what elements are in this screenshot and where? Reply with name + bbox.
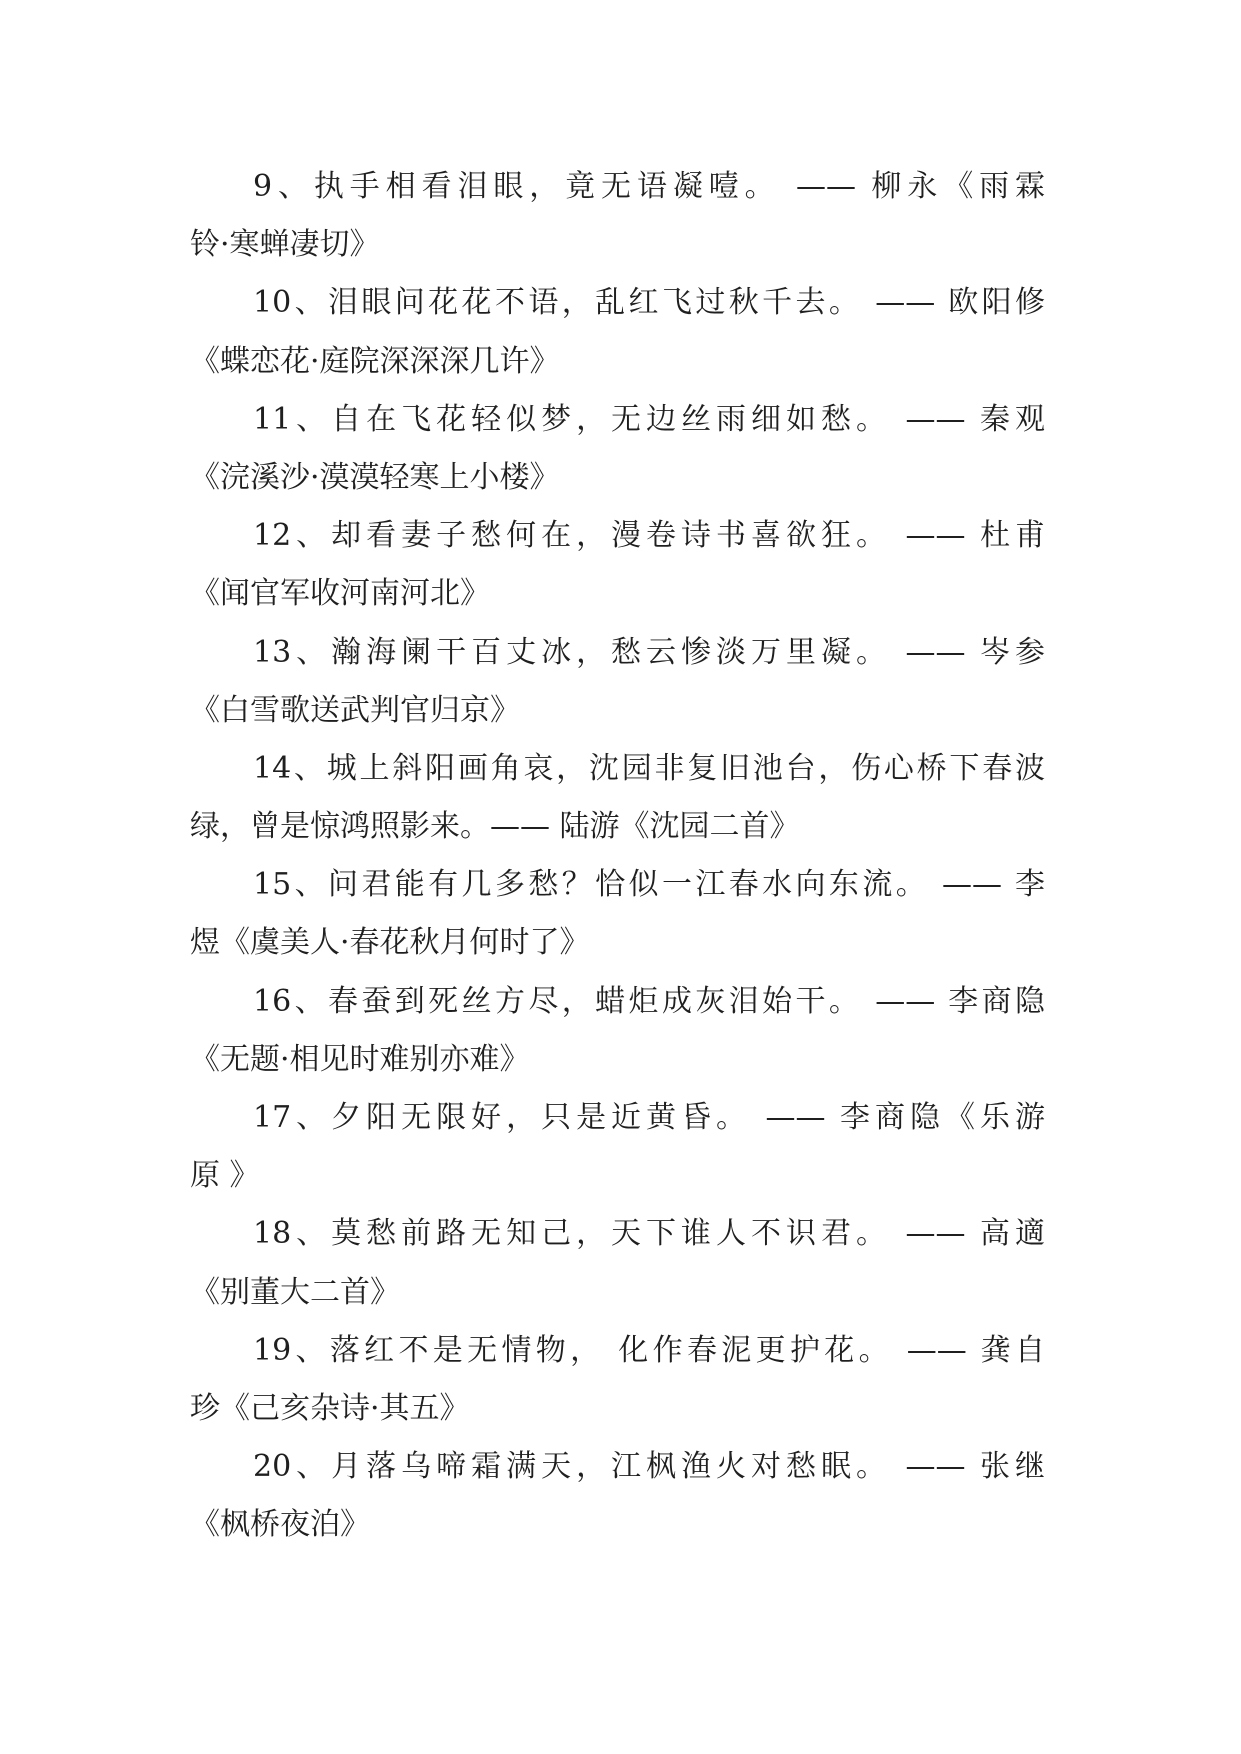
quote-source-line: 《无题·相见时难别亦难》 — [190, 1041, 530, 1077]
quote-source-line: 《闻官军收河南河北》 — [190, 576, 490, 612]
quote-source-line: 绿，曾是惊鸿照影来。—— 陆游《沈园二首》 — [190, 809, 800, 845]
quote-source-line: 《别董大二首》 — [190, 1274, 400, 1310]
quote-line: 19、落红不是无情物， 化作春泥更护花。 —— 龚自 — [253, 1332, 1045, 1368]
poem-quote-list — [190, 158, 1045, 1555]
quote-entry-10 — [190, 274, 1045, 390]
quote-source-line: 原 》 — [190, 1158, 260, 1194]
quote-entry-14 — [190, 740, 1045, 856]
quote-line: 11、自在飞花轻似梦，无边丝雨细如愁。 —— 秦观 — [253, 401, 1045, 437]
quote-entry-18 — [190, 1205, 1045, 1321]
quote-entry-9 — [190, 158, 1045, 274]
quote-entry-20 — [190, 1438, 1045, 1554]
quote-entry-15 — [190, 856, 1045, 972]
quote-line: 16、春蚕到死丝方尽，蜡炬成灰泪始干。 —— 李商隐 — [253, 983, 1045, 1019]
quote-source-line: 《白雪歌送武判官归京》 — [190, 692, 520, 728]
quote-line: 12、却看妻子愁何在，漫卷诗书喜欲狂。 —— 杜甫 — [253, 518, 1045, 554]
quote-source-line: 《蝶恋花·庭院深深深几许》 — [190, 343, 560, 379]
quote-line: 10、泪眼问花花不语，乱红飞过秋千去。 —— 欧阳修 — [253, 285, 1045, 321]
quote-entry-19 — [190, 1322, 1045, 1438]
quote-entry-16 — [190, 973, 1045, 1089]
quote-line: 17、夕阳无限好，只是近黄昏。 —— 李商隐《乐游 — [253, 1100, 1045, 1135]
quote-line: 20、月落乌啼霜满天，江枫渔火对愁眠。 —— 张继 — [253, 1449, 1045, 1485]
quote-line: 15、问君能有几多愁？恰似一江春水向东流。 —— 李 — [253, 867, 1045, 903]
quote-source-line: 铃·寒蝉凄切》 — [190, 227, 380, 263]
quote-line: 9、执手相看泪眼，竟无语凝噎。 —— 柳永《雨霖 — [253, 169, 1045, 204]
quote-entry-12 — [190, 507, 1045, 623]
quote-source-line: 《枫桥夜泊》 — [190, 1507, 370, 1543]
quote-line: 14、城上斜阳画角哀，沈园非复旧池台，伤心桥下春波 — [253, 750, 1045, 786]
quote-source-line: 煜《虞美人·春花秋月何时了》 — [190, 925, 590, 961]
quote-source-line: 《浣溪沙·漠漠轻寒上小楼》 — [190, 459, 560, 495]
quote-source-line: 珍《己亥杂诗·其五》 — [190, 1390, 470, 1426]
quote-entry-17 — [190, 1089, 1045, 1205]
quote-entry-11 — [190, 391, 1045, 507]
quote-line: 18、莫愁前路无知己，天下谁人不识君。 —— 高適 — [253, 1216, 1045, 1252]
quote-entry-13 — [190, 624, 1045, 740]
quote-line: 13、瀚海阑干百丈冰，愁云惨淡万里凝。 —— 岑参 — [253, 634, 1045, 670]
